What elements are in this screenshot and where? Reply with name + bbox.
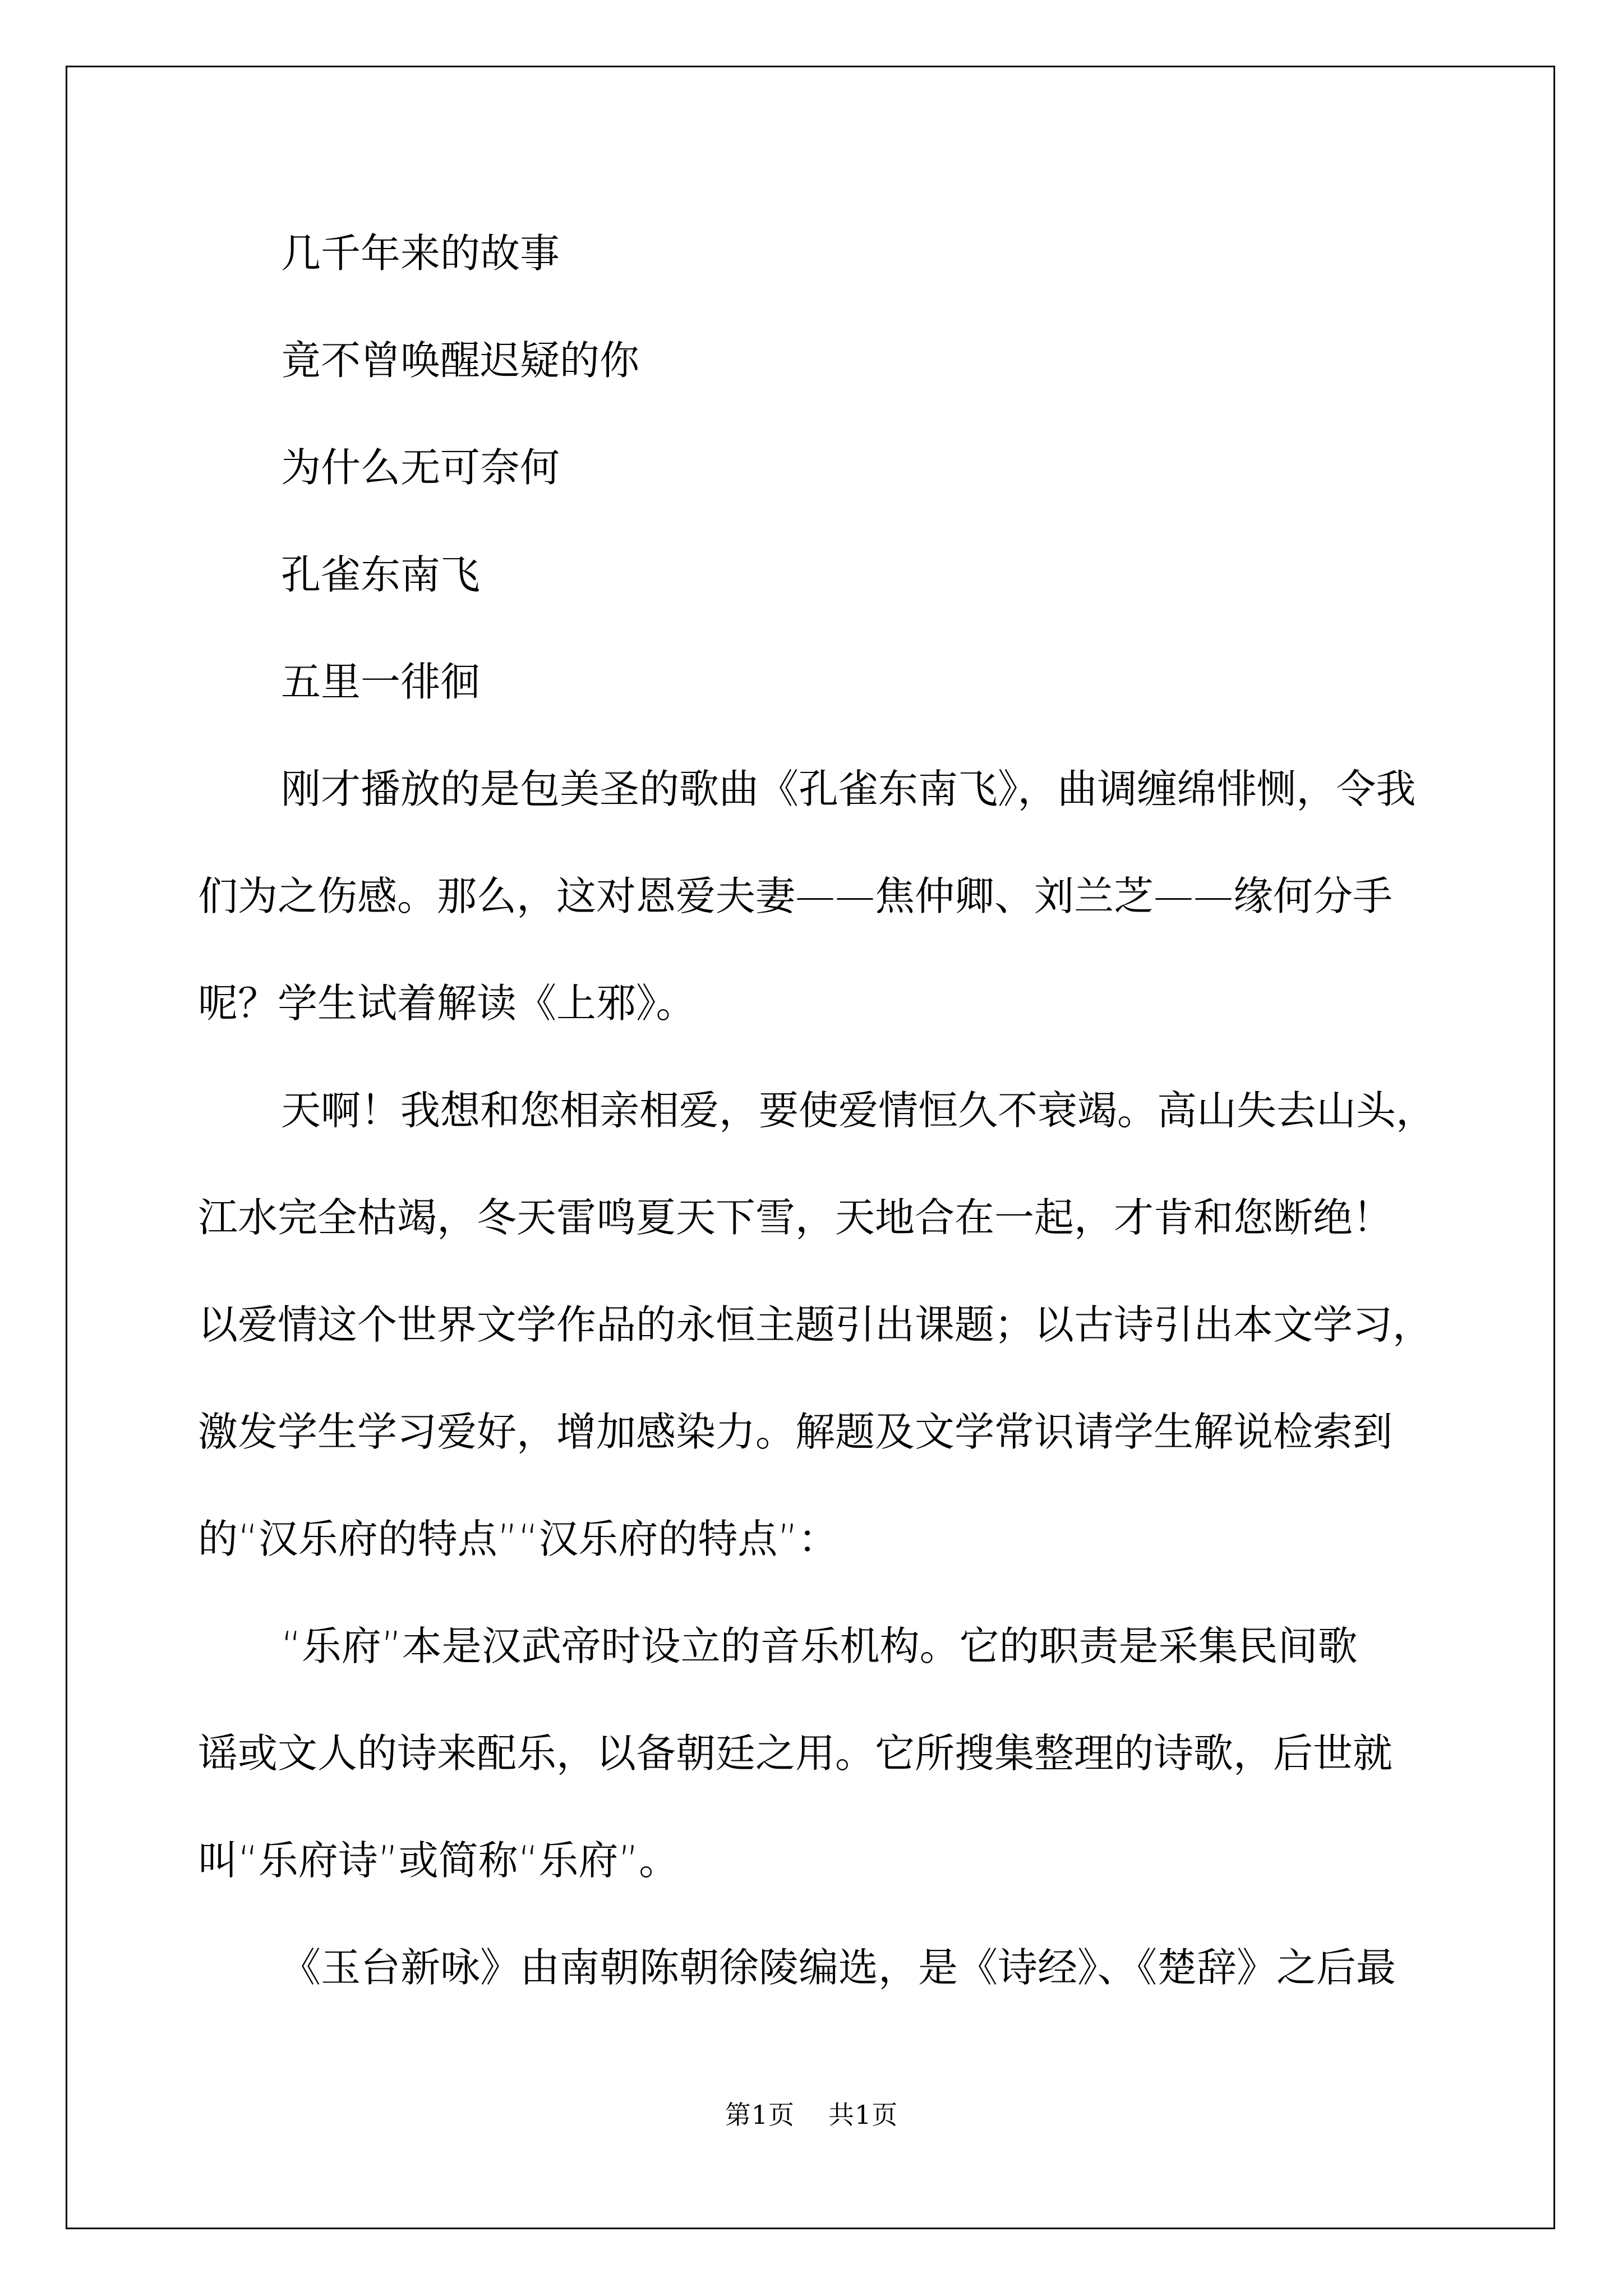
paragraph-line: 激发学生学习爱好，增加感染力。解题及文学常识请学生解说检索到 xyxy=(198,1409,1393,1455)
paragraph-line: 叫“乐府诗”或简称“乐府”。 xyxy=(198,1837,679,1884)
poem-line: 几千年来的故事 xyxy=(281,230,560,277)
paragraph-line: 刚才播放的是包美圣的歌曲《孔雀东南飞》，曲调缠绵悱恻，令我 xyxy=(281,766,1416,812)
page-footer xyxy=(0,2095,1623,2132)
paragraph-line: 谣或文人的诗来配乐，以备朝廷之用。它所搜集整理的诗歌，后世就 xyxy=(198,1730,1393,1777)
paragraph-line: 的“汉乐府的特点”“汉乐府的特点”： xyxy=(198,1516,838,1562)
poem-line: 五里一徘徊 xyxy=(281,659,481,705)
page-number: 第1页 xyxy=(725,2100,795,2130)
paragraph-line: 江水完全枯竭，冬天雷鸣夏天下雪，天地合在一起，才肯和您断绝！ xyxy=(198,1194,1393,1241)
paragraph-line: 天啊！我想和您相亲相爱，要使爱情恒久不衰竭。高山失去山头， xyxy=(281,1087,1436,1134)
paragraph-line: 《玉台新咏》由南朝陈朝徐陵编选，是《诗经》、《楚辞》之后最 xyxy=(281,1944,1396,1991)
paragraph-line: 们为之伤感。那么，这对恩爱夫妻——焦仲卿、刘兰芝——缘何分手 xyxy=(198,873,1393,919)
poem-line: 孔雀东南飞 xyxy=(281,551,481,598)
poem-line: 竟不曾唤醒迟疑的你 xyxy=(281,337,640,384)
poem-line: 为什么无可奈何 xyxy=(281,444,560,491)
page-total: 共1页 xyxy=(828,2100,898,2130)
paragraph-line: 呢？学生试着解读《上邪》。 xyxy=(198,980,696,1027)
paragraph-line: “乐府”本是汉武帝时设立的音乐机构。它的职责是采集民间歌 xyxy=(281,1623,1358,1669)
paragraph-line: 以爱情这个世界文学作品的永恒主题引出课题；以古诗引出本文学习， xyxy=(198,1301,1433,1348)
document-body xyxy=(198,200,1436,2021)
